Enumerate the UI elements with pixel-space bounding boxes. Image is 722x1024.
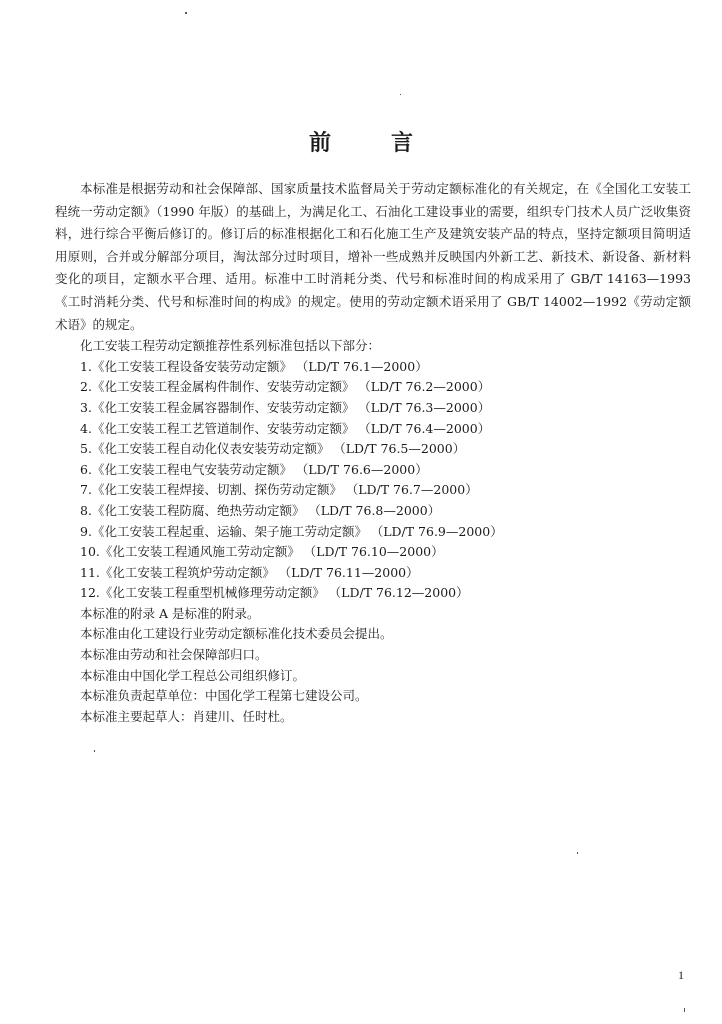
page-number: 1	[678, 968, 684, 982]
series-item-num: 1.	[80, 358, 92, 374]
series-item-code: （LD/T 76.11—2000）	[284, 564, 419, 580]
series-item-num: 6.	[80, 461, 92, 477]
series-item-code: （LD/T 76.4—2000）	[364, 420, 491, 436]
series-item-code: （LD/T 76.3—2000）	[364, 399, 491, 415]
series-item	[55, 563, 691, 584]
closing-statements	[55, 604, 691, 728]
series-item-code: （LD/T 76.7—2000）	[351, 482, 478, 498]
series-item-num: 12.	[80, 585, 100, 601]
series-item-num: 3.	[80, 399, 92, 415]
series-item-name: 《化工安装工程起重、运输、架子施工劳动定额》	[91, 523, 367, 539]
series-item	[55, 398, 691, 419]
series-item-name: 《化工安装工程工艺管道制作、安装劳动定额》	[91, 420, 355, 436]
authority-note: 本标准由劳动和社会保障部归口。	[80, 647, 268, 663]
series-item-num: 8.	[80, 502, 92, 518]
organizer-note: 本标准由中国化学工程总公司组织修订。	[80, 667, 306, 683]
page-title	[0, 126, 722, 157]
preface-body	[55, 178, 691, 727]
series-item	[55, 439, 691, 460]
series-item-num: 7.	[80, 482, 92, 498]
series-item-name: 《化工安装工程通风施工劳动定额》	[99, 544, 300, 560]
series-item	[55, 357, 691, 378]
series-item-num: 11.	[80, 564, 100, 580]
series-item-num: 2.	[80, 379, 92, 395]
title-char-2: 言	[391, 130, 414, 156]
scan-speck	[400, 94, 401, 95]
series-item-name: 《化工安装工程金属容器制作、安装劳动定额》	[91, 399, 355, 415]
series-item-code: （LD/T 76.6—2000）	[301, 461, 428, 477]
series-item	[55, 501, 691, 522]
series-item-num: 4.	[80, 420, 92, 436]
drafters-note: 本标准主要起草人：肖建川、任时杜。	[80, 708, 293, 724]
series-item-code: （LD/T 76.5—2000）	[339, 441, 466, 457]
series-item-code: （LD/T 76.9—2000）	[376, 523, 503, 539]
scan-speck	[94, 750, 95, 752]
scan-speck	[577, 852, 578, 854]
series-item-name: 《化工安装工程自动化仪表安装劳动定额》	[91, 441, 330, 457]
series-intro: 化工安装工程劳动定额推荐性系列标准包括以下部分：	[80, 338, 381, 354]
series-item-name: 《化工安装工程电气安装劳动定额》	[91, 461, 292, 477]
title-char-1: 前	[308, 130, 331, 156]
series-item	[55, 542, 691, 563]
series-item-num: 5.	[80, 441, 92, 457]
series-item	[55, 460, 691, 481]
series-item-name: 《化工安装工程金属构件制作、安装劳动定额》	[91, 379, 355, 395]
scan-speck	[185, 12, 187, 14]
drafting-unit-note: 本标准负责起草单位：中国化学工程第七建设公司。	[80, 688, 368, 704]
series-item	[55, 480, 691, 501]
intro-paragraph: 本标准是根据劳动和社会保障部、国家质量技术监督局关于劳动定额标准化的有关规定，在《全国化工安装工程统一劳动定额》（1990 年版）的基础上，为满足化工、石油化工建设事业的需要，组织专门技术人员广泛收集资料，进行综合平衡后修订的。修订后的标准根据化工和石化施工生产及建筑安装产品的特点，坚持定额项目简明适用原则，合并或分解部分项目，淘汰部分过时项目，增补一些成熟并反映国内外新工艺、新技术、新设备、新材料变化的项目，定额水平合理、适用。标准中工时消耗分类、代号和标准时间的构成采用了 GB/T 14163—1993《工时消耗分类、代号和标准时间的构成》的规定。使用的劳动定额术语采用了 GB/T 14002—1992《劳动定额术语》的规定。	[55, 181, 691, 332]
proposer-note: 本标准由化工建设行业劳动定额标准化技术委员会提出。	[80, 626, 393, 642]
series-item-name: 《化工安装工程重型机械修理劳动定额》	[99, 585, 325, 601]
series-item-name: 《化工安装工程焊接、切割、探伤劳动定额》	[91, 482, 342, 498]
series-item-code: （LD/T 76.10—2000）	[309, 544, 444, 560]
series-item-code: （LD/T 76.2—2000）	[364, 379, 491, 395]
series-item-code: （LD/T 76.1—2000）	[301, 358, 428, 374]
series-item-num: 10.	[80, 544, 100, 560]
appendix-note: 本标准的附录 A 是标准的附录。	[80, 605, 260, 621]
series-item-code: （LD/T 76.8—2000）	[314, 502, 441, 518]
series-item-name: 《化工安装工程筑炉劳动定额》	[99, 564, 275, 580]
series-item	[55, 377, 691, 398]
scan-speck	[684, 1008, 685, 1012]
series-list	[55, 357, 691, 604]
series-item-name: 《化工安装工程防腐、绝热劳动定额》	[91, 502, 305, 518]
series-item	[55, 583, 691, 604]
series-item-code: （LD/T 76.12—2000）	[334, 585, 469, 601]
series-item	[55, 522, 691, 543]
series-item-num: 9.	[80, 523, 92, 539]
series-item-name: 《化工安装工程设备安装劳动定额》	[91, 358, 292, 374]
series-item	[55, 419, 691, 440]
